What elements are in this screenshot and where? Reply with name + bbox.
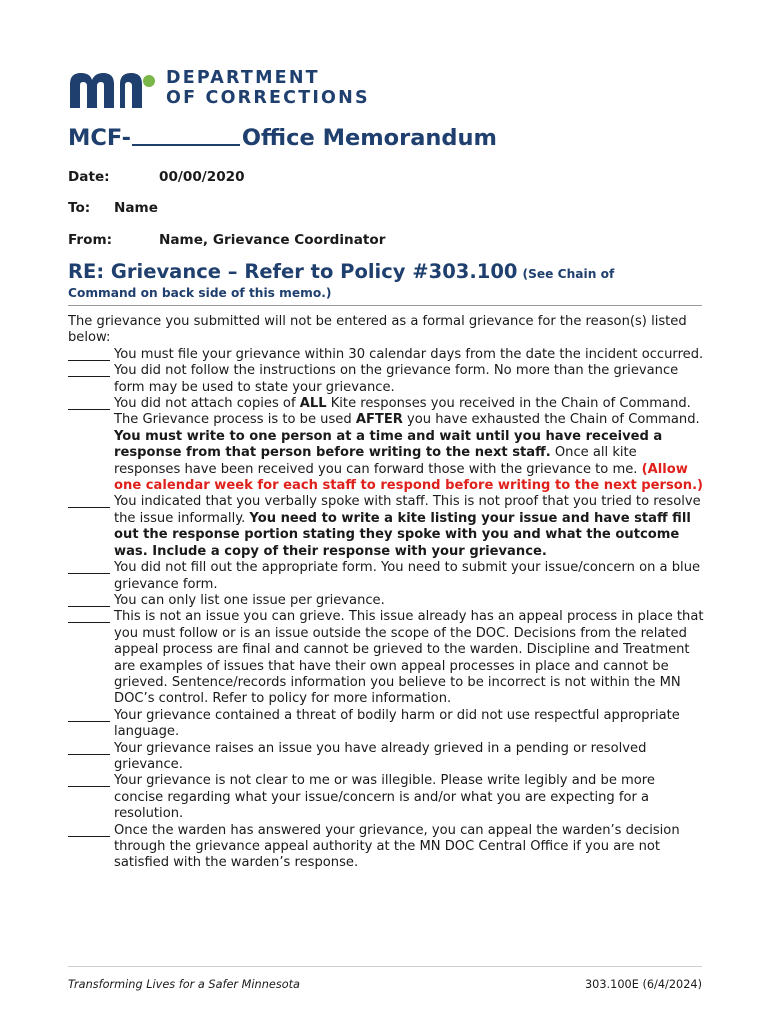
footer-tagline: Transforming Lives for a Safer Minnesota <box>68 978 300 991</box>
checklist-item-7: This is not an issue you can grieve. This issue already has an appeal process in place that you must follow or is an issue outside the scope of the DOC. Decisions from the related appeal process are final and cannot be grieved to the warden. Discipline and Treatment are examples of issues that have their own appeal processes in place and cannot be grieved. Sentence/records information you believe to be incorrect is not within the MN DOC’s control. Refer to policy for more information. <box>68 609 704 707</box>
from-value: Name, Grievance Coordinator <box>159 232 386 248</box>
checklist-item-5: You did not fill out the appropriate form. You need to submit your issue/concern on a blue grievance form. <box>68 560 704 593</box>
checkbox-blank-line[interactable] <box>68 708 110 722</box>
re-note-a: (See Chain of <box>522 267 615 281</box>
from-label: From: <box>68 232 113 248</box>
intro-text: The grievance you submitted will not be entered as a formal grievance for the reason(s) listed below: <box>68 314 687 346</box>
checkbox-blank-line[interactable] <box>68 363 110 377</box>
logo-wordmark <box>166 68 370 108</box>
footer-divider <box>68 966 702 967</box>
re-heading <box>68 260 702 300</box>
checklist-item-11: Once the warden has answered your grievance, you can appeal the warden’s decision through the grievance appeal authority at the MN DOC Central Office if you are not satisfied with the warden’s response. <box>68 823 704 872</box>
to-row <box>68 200 158 216</box>
date-row <box>68 169 245 185</box>
red-note: (Allow one calendar week for each staff to respond before writing to the next person.) <box>114 461 704 494</box>
to-value: Name <box>114 200 158 216</box>
from-row <box>68 232 386 248</box>
checkbox-blank-line[interactable] <box>68 560 110 574</box>
title-blank-line <box>132 124 240 146</box>
title-prefix: MCF- <box>68 125 131 151</box>
re-main-text: RE: Grievance – Refer to Policy #303.100 <box>68 260 518 283</box>
checklist-item-6: You can only list one issue per grievance. <box>68 593 704 609</box>
checklist-item-1: You must file your grievance within 30 calendar days from the date the incident occurred. <box>68 347 704 363</box>
date-value: 00/00/2020 <box>159 169 245 185</box>
checklist-item-10: Your grievance is not clear to me or was illegible. Please write legibly and be more concise regarding what your issue/concern is and/or what you are expecting for a resolution. <box>68 773 704 822</box>
checklist-item-4: You indicated that you verbally spoke with staff. This is not proof that you tried to resolve the issue informally. You need to write a kite listing your issue and have staff fill out the response portion stating they spoke with you and what the outcome was. Include a copy of their response with your grievance. <box>68 494 704 560</box>
title-suffix: Office Memorandum <box>241 125 497 151</box>
mn-logo-icon <box>68 70 156 110</box>
checklist-item-8: Your grievance contained a threat of bodily harm or did not use respectful appropriate language. <box>68 708 704 741</box>
page-title <box>68 124 497 151</box>
checkbox-blank-line[interactable] <box>68 593 110 607</box>
logo-line-1: DEPARTMENT <box>166 68 320 88</box>
doc-logo <box>68 68 388 112</box>
checkbox-blank-line[interactable] <box>68 773 110 787</box>
re-note-b: Command on back side of this memo.) <box>68 286 332 300</box>
checklist-item-3: You did not attach copies of ALL Kite responses you received in the Chain of Command. The Grievance process is to be used AFTER you have exhausted the Chain of Command. You must write to one person at a time and wait until you have received a response from that person before writing to the next staff. Once all kite responses have been received you can forward those with the grievance to me. (Allow one calendar week for each staff to respond before writing to the next person.) <box>68 396 704 494</box>
checklist-item-9: Your grievance raises an issue you have already grieved in a pending or resolved grievance. <box>68 741 704 774</box>
checklist-item-2: You did not follow the instructions on the grievance form. No more than the grievance form may be used to state your grievance. <box>68 363 704 396</box>
logo-line-2: OF CORRECTIONS <box>166 88 370 108</box>
heading-divider <box>68 305 702 306</box>
footer-form-number: 303.100E (6/4/2024) <box>585 978 702 991</box>
date-label: Date: <box>68 169 110 185</box>
checkbox-blank-line[interactable] <box>68 396 110 410</box>
memo-body <box>68 314 704 872</box>
checkbox-blank-line[interactable] <box>68 494 110 508</box>
to-label: To: <box>68 200 91 216</box>
checkbox-blank-line[interactable] <box>68 741 110 755</box>
checkbox-blank-line[interactable] <box>68 609 110 623</box>
checkbox-blank-line[interactable] <box>68 823 110 837</box>
checkbox-blank-line[interactable] <box>68 347 110 361</box>
